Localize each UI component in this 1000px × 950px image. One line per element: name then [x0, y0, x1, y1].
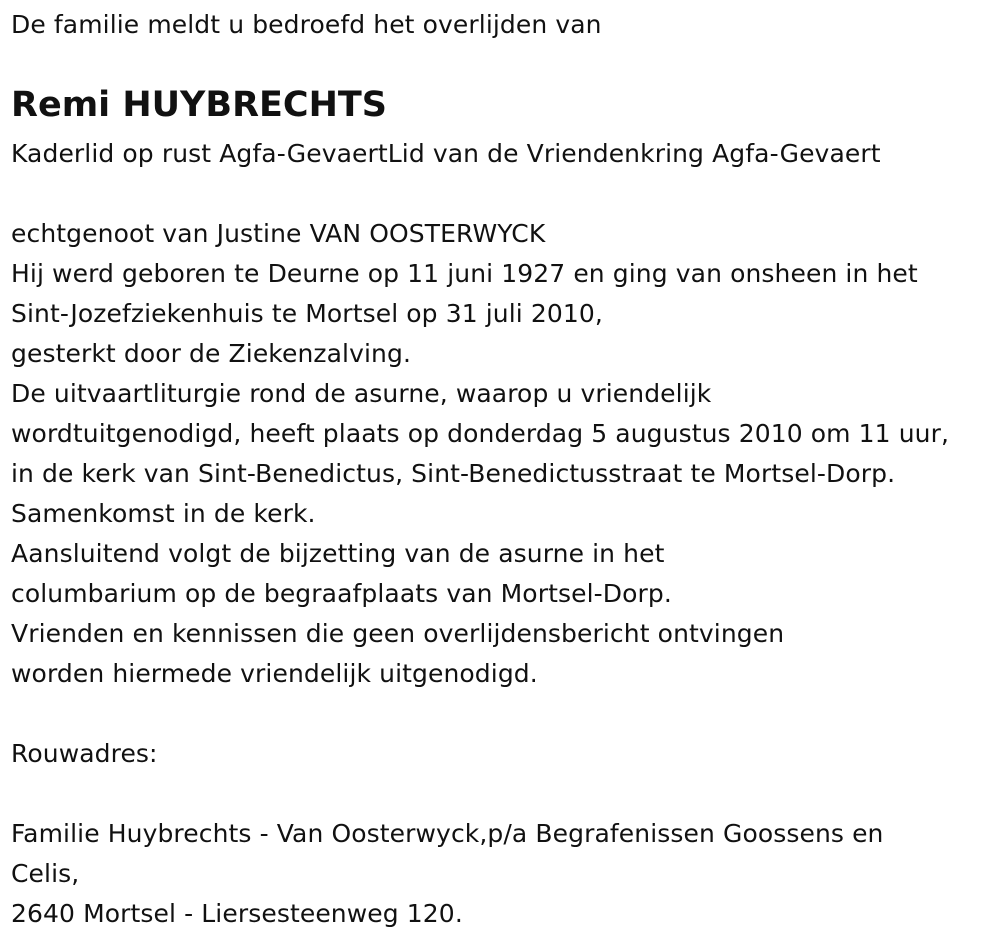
address-line: Familie Huybrechts - Van Oosterwyck,p/a Begrafenissen Goossens en — [11, 819, 884, 848]
body-line: wordtuitgenodigd, heeft plaats op donderdag 5 augustus 2010 om 11 uur, — [11, 419, 950, 448]
deceased-name: Remi HUYBRECHTS — [11, 85, 387, 125]
body-line: worden hiermede vriendelijk uitgenodigd. — [11, 659, 538, 688]
address-line: Celis, — [11, 859, 80, 888]
address-label: Rouwadres: — [11, 739, 158, 768]
body-line: echtgenoot van Justine VAN OOSTERWYCK — [11, 219, 546, 248]
address-line: 2640 Mortsel - Liersesteenweg 120. — [11, 899, 463, 928]
intro-text: De familie meldt u bedroefd het overlijden van — [11, 10, 602, 39]
body-line: De uitvaartliturgie rond de asurne, waarop u vriendelijk — [11, 379, 712, 408]
body-line: Vrienden en kennissen die geen overlijdensbericht ontvingen — [11, 619, 785, 648]
body-line: Samenkomst in de kerk. — [11, 499, 316, 528]
body-line: in de kerk van Sint-Benedictus, Sint-Benedictusstraat te Mortsel-Dorp. — [11, 459, 896, 488]
body-line: Sint-Jozefziekenhuis te Mortsel op 31 juli 2010, — [11, 299, 603, 328]
body-line: gesterkt door de Ziekenzalving. — [11, 339, 411, 368]
deceased-function: Kaderlid op rust Agfa-GevaertLid van de Vriendenkring Agfa-Gevaert — [11, 139, 881, 168]
body-line: columbarium op de begraafplaats van Mortsel-Dorp. — [11, 579, 672, 608]
body-line: Aansluitend volgt de bijzetting van de asurne in het — [11, 539, 665, 568]
body-line: Hij werd geboren te Deurne op 11 juni 1927 en ging van onsheen in het — [11, 259, 918, 288]
